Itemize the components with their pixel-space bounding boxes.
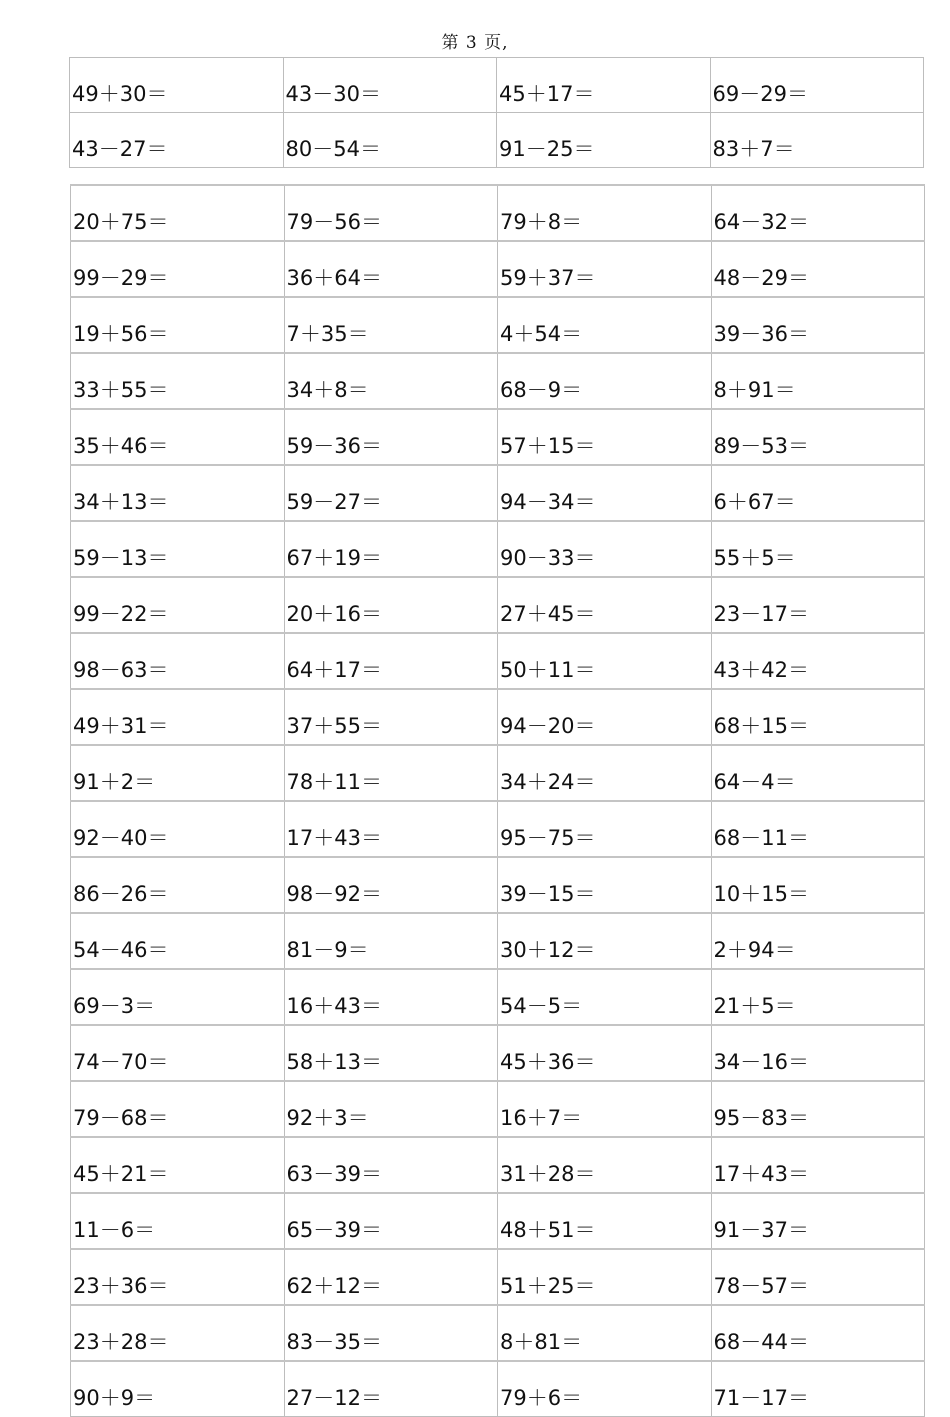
arithmetic-problem: 79＋8＝	[500, 210, 583, 234]
problem-cell	[498, 241, 712, 297]
arithmetic-problem: 54－46＝	[73, 938, 169, 962]
problem-cell	[498, 1137, 712, 1193]
problem-cell	[70, 58, 284, 113]
arithmetic-problem: 39－15＝	[500, 882, 596, 906]
problem-cell	[284, 1081, 498, 1137]
problem-cell	[284, 857, 498, 913]
arithmetic-problem: 74－70＝	[73, 1050, 169, 1074]
problem-cell	[71, 1081, 285, 1137]
arithmetic-problem: 92＋3＝	[286, 1106, 369, 1130]
arithmetic-problem: 48＋51＝	[500, 1218, 596, 1242]
problem-cell	[284, 185, 498, 241]
arithmetic-problem: 4＋54＝	[500, 322, 583, 346]
arithmetic-problem: 68－44＝	[713, 1330, 809, 1354]
problem-cell	[710, 113, 924, 168]
problem-cell	[71, 689, 285, 745]
problem-cell	[71, 857, 285, 913]
table-row	[71, 577, 925, 633]
arithmetic-problem: 21＋5＝	[713, 994, 796, 1018]
problem-cell	[498, 969, 712, 1025]
table-row	[70, 58, 924, 113]
table-row	[71, 1305, 925, 1361]
problem-cell	[284, 241, 498, 297]
arithmetic-problem: 99－22＝	[73, 602, 169, 626]
arithmetic-problem: 34＋13＝	[73, 490, 169, 514]
arithmetic-problem: 36＋64＝	[286, 266, 382, 290]
arithmetic-problem: 43－27＝	[72, 137, 168, 161]
arithmetic-problem: 98－63＝	[73, 658, 169, 682]
arithmetic-problem: 23＋36＝	[73, 1274, 169, 1298]
arithmetic-problem: 90－33＝	[500, 546, 596, 570]
problem-cell	[71, 577, 285, 633]
problem-cell	[711, 577, 925, 633]
arithmetic-problem: 54－5＝	[500, 994, 583, 1018]
problem-cell	[498, 857, 712, 913]
arithmetic-problem: 59－36＝	[286, 434, 382, 458]
arithmetic-problem: 78＋11＝	[286, 770, 382, 794]
problem-cell	[284, 297, 498, 353]
problem-cell	[71, 297, 285, 353]
problem-cell	[71, 1193, 285, 1249]
problem-cell	[711, 913, 925, 969]
problem-cell	[498, 1249, 712, 1305]
problem-cell	[498, 465, 712, 521]
problem-cell	[711, 409, 925, 465]
problem-cell	[284, 1137, 498, 1193]
problem-cell	[711, 969, 925, 1025]
arithmetic-problem: 43－30＝	[285, 82, 381, 106]
arithmetic-problem: 67＋19＝	[286, 546, 382, 570]
arithmetic-problem: 34－16＝	[713, 1050, 809, 1074]
arithmetic-problem: 23＋28＝	[73, 1330, 169, 1354]
problem-cell	[284, 801, 498, 857]
problem-cell	[711, 185, 925, 241]
table-row	[71, 801, 925, 857]
arithmetic-problem: 64－32＝	[713, 210, 809, 234]
arithmetic-problem: 83－35＝	[286, 1330, 382, 1354]
table-row	[70, 113, 924, 168]
problem-cell	[497, 58, 711, 113]
arithmetic-problem: 50＋11＝	[500, 658, 596, 682]
problem-cell	[284, 689, 498, 745]
problem-cell	[284, 969, 498, 1025]
top-arithmetic-table	[69, 57, 924, 168]
arithmetic-problem: 68－9＝	[500, 378, 583, 402]
arithmetic-problem: 78－57＝	[713, 1274, 809, 1298]
problem-cell	[71, 353, 285, 409]
problem-cell	[711, 857, 925, 913]
table-row	[71, 297, 925, 353]
problem-cell	[284, 1193, 498, 1249]
arithmetic-problem: 71－17＝	[713, 1386, 809, 1410]
arithmetic-problem: 91＋2＝	[73, 770, 156, 794]
problem-cell	[71, 409, 285, 465]
arithmetic-problem: 83＋7＝	[712, 137, 795, 161]
table-row	[71, 1249, 925, 1305]
table-row	[71, 1081, 925, 1137]
problem-cell	[71, 521, 285, 577]
problem-cell	[283, 58, 497, 113]
problem-cell	[71, 913, 285, 969]
table-row	[71, 521, 925, 577]
arithmetic-problem: 79－68＝	[73, 1106, 169, 1130]
problem-cell	[284, 465, 498, 521]
problem-cell	[711, 633, 925, 689]
arithmetic-problem: 45＋36＝	[500, 1050, 596, 1074]
arithmetic-problem: 92－40＝	[73, 826, 169, 850]
problem-cell	[284, 577, 498, 633]
problem-cell	[498, 1361, 712, 1417]
table-row	[71, 409, 925, 465]
arithmetic-problem: 58＋13＝	[286, 1050, 382, 1074]
main-arithmetic-table	[70, 184, 925, 1417]
arithmetic-problem: 62＋12＝	[286, 1274, 382, 1298]
arithmetic-problem: 98－92＝	[286, 882, 382, 906]
arithmetic-problem: 27＋45＝	[500, 602, 596, 626]
arithmetic-problem: 79＋6＝	[500, 1386, 583, 1410]
arithmetic-problem: 37＋55＝	[286, 714, 382, 738]
arithmetic-problem: 63－39＝	[286, 1162, 382, 1186]
arithmetic-problem: 99－29＝	[73, 266, 169, 290]
problem-cell	[711, 1025, 925, 1081]
problem-cell	[711, 1249, 925, 1305]
problem-cell	[284, 1025, 498, 1081]
arithmetic-problem: 51＋25＝	[500, 1274, 596, 1298]
arithmetic-problem: 69－29＝	[712, 82, 808, 106]
problem-cell	[71, 1305, 285, 1361]
arithmetic-problem: 2＋94＝	[713, 938, 796, 962]
arithmetic-problem: 91－37＝	[713, 1218, 809, 1242]
arithmetic-problem: 17＋43＝	[713, 1162, 809, 1186]
problem-cell	[498, 1305, 712, 1361]
problem-cell	[498, 801, 712, 857]
problem-cell	[498, 297, 712, 353]
arithmetic-problem: 91－25＝	[499, 137, 595, 161]
problem-cell	[284, 1305, 498, 1361]
problem-cell	[284, 409, 498, 465]
arithmetic-problem: 64＋17＝	[286, 658, 382, 682]
problem-cell	[711, 521, 925, 577]
problem-cell	[71, 1137, 285, 1193]
arithmetic-problem: 30＋12＝	[500, 938, 596, 962]
arithmetic-problem: 33＋55＝	[73, 378, 169, 402]
problem-cell	[711, 1305, 925, 1361]
problem-cell	[71, 1361, 285, 1417]
problem-cell	[284, 521, 498, 577]
arithmetic-problem: 49＋31＝	[73, 714, 169, 738]
arithmetic-problem: 20＋75＝	[73, 210, 169, 234]
problem-cell	[711, 353, 925, 409]
table-row	[71, 857, 925, 913]
page-number-header: 第 3 页,	[441, 33, 509, 53]
problem-cell	[711, 689, 925, 745]
problem-cell	[284, 913, 498, 969]
arithmetic-problem: 69－3＝	[73, 994, 156, 1018]
arithmetic-problem: 35＋46＝	[73, 434, 169, 458]
arithmetic-problem: 79－56＝	[286, 210, 382, 234]
problem-cell	[498, 1081, 712, 1137]
arithmetic-problem: 64－4＝	[713, 770, 796, 794]
problem-cell	[283, 113, 497, 168]
problem-cell	[498, 689, 712, 745]
arithmetic-problem: 31＋28＝	[500, 1162, 596, 1186]
arithmetic-problem: 34＋24＝	[500, 770, 596, 794]
arithmetic-problem: 43＋42＝	[713, 658, 809, 682]
problem-cell	[498, 353, 712, 409]
arithmetic-problem: 16＋7＝	[500, 1106, 583, 1130]
problem-cell	[711, 241, 925, 297]
problem-cell	[498, 1193, 712, 1249]
table-row	[71, 969, 925, 1025]
table-row	[71, 1361, 925, 1417]
problem-cell	[710, 58, 924, 113]
problem-cell	[498, 409, 712, 465]
arithmetic-problem: 89－53＝	[713, 434, 809, 458]
problem-cell	[71, 185, 285, 241]
problem-cell	[284, 633, 498, 689]
arithmetic-problem: 10＋15＝	[713, 882, 809, 906]
table-row	[71, 1025, 925, 1081]
problem-cell	[711, 745, 925, 801]
arithmetic-problem: 8＋81＝	[500, 1330, 583, 1354]
problem-cell	[711, 1193, 925, 1249]
problem-cell	[711, 297, 925, 353]
arithmetic-problem: 39－36＝	[713, 322, 809, 346]
problem-cell	[71, 1025, 285, 1081]
arithmetic-problem: 57＋15＝	[500, 434, 596, 458]
problem-cell	[71, 969, 285, 1025]
problem-cell	[498, 521, 712, 577]
arithmetic-problem: 23－17＝	[713, 602, 809, 626]
arithmetic-problem: 20＋16＝	[286, 602, 382, 626]
problem-cell	[71, 1249, 285, 1305]
problem-cell	[284, 1361, 498, 1417]
problem-cell	[71, 465, 285, 521]
arithmetic-problem: 34＋8＝	[286, 378, 369, 402]
arithmetic-problem: 19＋56＝	[73, 322, 169, 346]
arithmetic-problem: 59－27＝	[286, 490, 382, 514]
arithmetic-problem: 45＋17＝	[499, 82, 595, 106]
arithmetic-problem: 27－12＝	[286, 1386, 382, 1410]
table-row	[71, 353, 925, 409]
arithmetic-problem: 59－13＝	[73, 546, 169, 570]
problem-cell	[284, 1249, 498, 1305]
arithmetic-problem: 49＋30＝	[72, 82, 168, 106]
arithmetic-problem: 45＋21＝	[73, 1162, 169, 1186]
problem-cell	[497, 113, 711, 168]
table-row	[71, 689, 925, 745]
table-row	[71, 185, 925, 241]
problem-cell	[284, 745, 498, 801]
problem-cell	[498, 633, 712, 689]
problem-cell	[711, 801, 925, 857]
problem-cell	[284, 353, 498, 409]
problem-cell	[71, 745, 285, 801]
arithmetic-problem: 95－83＝	[713, 1106, 809, 1130]
problem-cell	[498, 913, 712, 969]
table-row	[71, 913, 925, 969]
table-row	[71, 1193, 925, 1249]
table-row	[71, 745, 925, 801]
arithmetic-problem: 55＋5＝	[713, 546, 796, 570]
problem-cell	[498, 185, 712, 241]
arithmetic-problem: 68＋15＝	[713, 714, 809, 738]
arithmetic-problem: 8＋91＝	[713, 378, 796, 402]
arithmetic-problem: 86－26＝	[73, 882, 169, 906]
problem-cell	[498, 745, 712, 801]
arithmetic-problem: 6＋67＝	[713, 490, 796, 514]
table-row	[71, 465, 925, 521]
arithmetic-problem: 16＋43＝	[286, 994, 382, 1018]
table-row	[71, 241, 925, 297]
table-row	[71, 1137, 925, 1193]
arithmetic-problem: 95－75＝	[500, 826, 596, 850]
problem-cell	[498, 1025, 712, 1081]
arithmetic-problem: 90＋9＝	[73, 1386, 156, 1410]
table-row	[71, 633, 925, 689]
arithmetic-problem: 59＋37＝	[500, 266, 596, 290]
arithmetic-problem: 48－29＝	[713, 266, 809, 290]
arithmetic-problem: 80－54＝	[285, 137, 381, 161]
problem-cell	[711, 465, 925, 521]
arithmetic-problem: 94－20＝	[500, 714, 596, 738]
problem-cell	[711, 1081, 925, 1137]
problem-cell	[71, 241, 285, 297]
problem-cell	[71, 633, 285, 689]
arithmetic-problem: 65－39＝	[286, 1218, 382, 1242]
problem-cell	[711, 1361, 925, 1417]
arithmetic-problem: 11－6＝	[73, 1218, 156, 1242]
problem-cell	[71, 801, 285, 857]
problem-cell	[70, 113, 284, 168]
problem-cell	[711, 1137, 925, 1193]
arithmetic-problem: 81－9＝	[286, 938, 369, 962]
arithmetic-problem: 94－34＝	[500, 490, 596, 514]
arithmetic-problem: 7＋35＝	[286, 322, 369, 346]
problem-cell	[498, 577, 712, 633]
arithmetic-problem: 68－11＝	[713, 826, 809, 850]
arithmetic-problem: 17＋43＝	[286, 826, 382, 850]
